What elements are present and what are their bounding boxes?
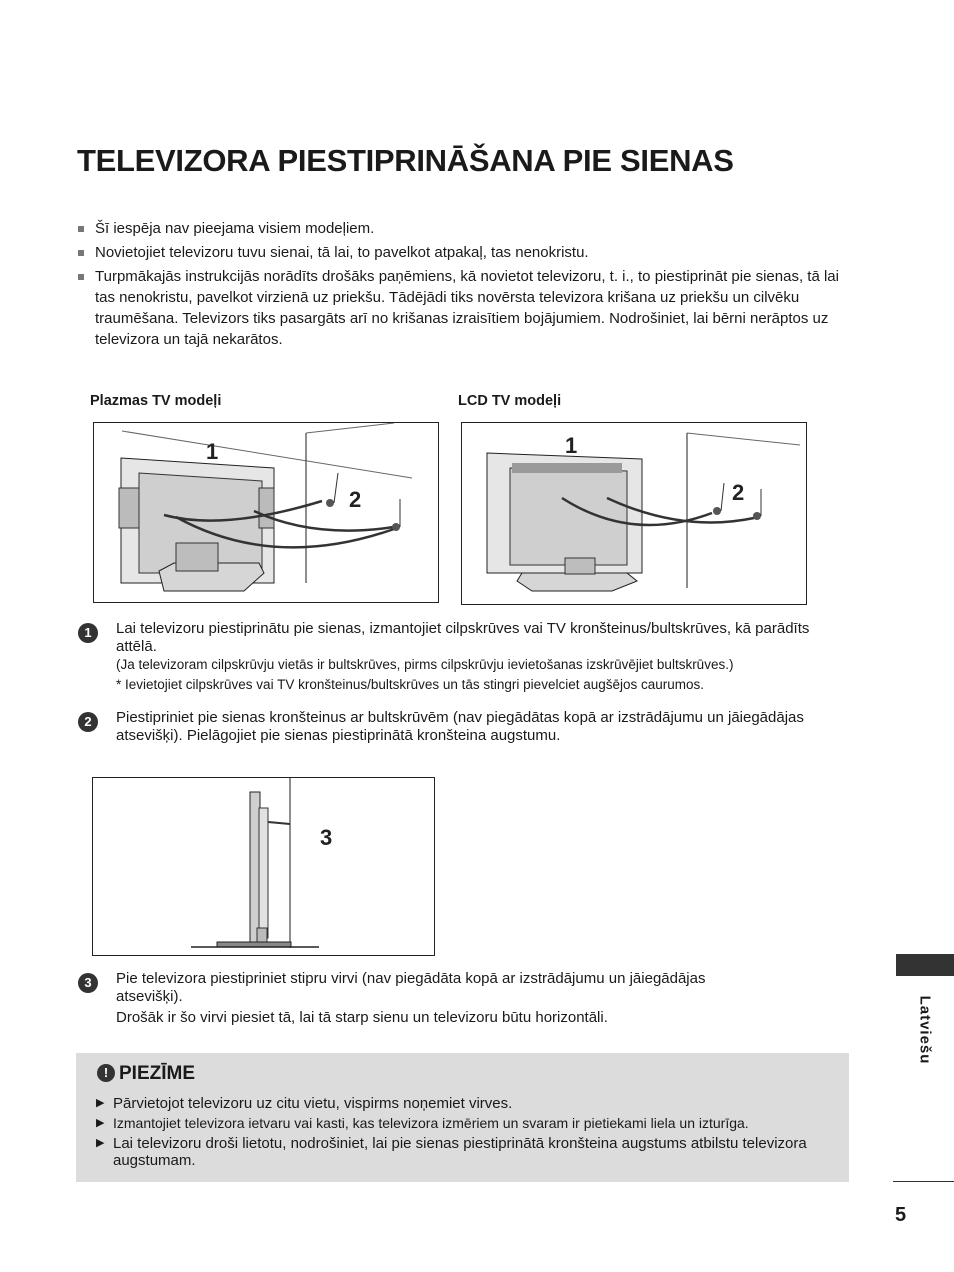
lcd-tv-illustration [461, 422, 807, 605]
intro-bullet-list [78, 218, 848, 353]
triangle-bullet-icon: ▶ [96, 1097, 105, 1109]
triangle-bullet-icon: ▶ [96, 1137, 105, 1149]
callout-2: 2 [349, 487, 362, 512]
step-text-secondary: Drošāk ir šo virvi piesiet tā, lai tā starp sienu un televizoru būtu horizontāli. [116, 1009, 608, 1026]
triangle-bullet-icon: ▶ [96, 1117, 105, 1129]
callout-1: 1 [565, 433, 578, 458]
exclamation-icon: ! [97, 1064, 115, 1082]
step-text: Lai televizoru piestiprinātu pie sienas, izmantojiet cilpskrūves vai TV kronšteinus/bultskrūves, kā parādīts attēlā. [116, 620, 810, 655]
callout-3: 3 [320, 825, 333, 850]
step-number-badge: 1 [78, 623, 98, 643]
callout-2: 2 [732, 480, 745, 505]
square-bullet-icon [78, 250, 84, 256]
bullet-item: Novietojiet televizoru tuvu sienai, tā lai, to pavelkot atpakaļ, tas nenokristu. [78, 242, 848, 263]
plasma-tv-illustration [93, 422, 439, 603]
side-view-drawing [93, 778, 434, 955]
callout-1: 1 [206, 439, 219, 464]
square-bullet-icon [78, 274, 84, 280]
note-list [96, 1095, 836, 1172]
page-title: TELEVIZORA PIESTIPRINĀŠANA PIE SIENAS [77, 143, 734, 178]
step-text: Pie televizora piestipriniet stipru virvi (nav piegādāta kopā ar izstrādājumu un jāiegādājas atsevišķi). [116, 970, 706, 1005]
lcd-figure-label: LCD TV modeļi [458, 393, 562, 409]
note-item: ▶ Izmantojiet televizora ietvaru vai kasti, kas televizora izmēriem un svaram ir pietiekami liela un izturīga. [96, 1115, 749, 1131]
step-number-badge: 2 [78, 712, 98, 732]
bullet-item: Šī iespēja nav pieejama visiem modeļiem. [78, 218, 848, 239]
note-box [76, 1053, 849, 1182]
note-title: PIEZĪME [119, 1063, 196, 1084]
step-number-badge: 3 [78, 973, 98, 993]
page-number: 5 [895, 1204, 907, 1226]
language-label: Latviešu [916, 995, 934, 1065]
side-view-illustration [92, 777, 435, 956]
lcd-tv-drawing [462, 423, 806, 604]
note-item: ▶ Lai televizoru droši lietotu, nodrošiniet, lai pie sienas piestiprinātā kronšteina augstums atbilstu televizora augstumam. [96, 1135, 807, 1169]
step-text: Piestipriniet pie sienas kronšteinus ar bultskrūvēm (nav piegādātas kopā ar izstrādājumu un jāiegādājas atsevišķi). Pielāgojiet pie sienas piestiprinātā kronšteina augstumu. [116, 709, 804, 744]
note-item: ▶ Pārvietojot televizoru uz citu vietu, vispirms noņemiet virves. [96, 1095, 513, 1112]
language-tab-marker [896, 954, 954, 976]
bullet-item: Turpmākajās instrukcijās norādīts drošāks paņēmiens, kā novietot televizoru, t. i., to piestiprināt pie sienas, tā lai tas nenokristu, pavelkot virzienā uz priekšu. Tādējādi tiks novērsta televizora krišana uz priekšu un cilvēku traumēšana. Televizors tiks pasargāts arī no krišanas izraisītiem bojājumiem. Nodrošiniet, lai bērni nerāptos uz televizora un tajā nekarātos. [78, 266, 848, 350]
step-subtext: (Ja televizoram cilpskrūvju vietās ir bultskrūves, pirms cilpskrūvju ievietošanas izskrūvējiet bultskrūves.) [116, 657, 734, 672]
page-number-rule [893, 1181, 954, 1182]
square-bullet-icon [78, 226, 84, 232]
step-footnote: * Ievietojiet cilpskrūves vai TV kronšteinus/bultskrūves un tās stingri pievelciet augšējos caurumos. [116, 677, 705, 692]
plasma-tv-drawing [94, 423, 438, 602]
plasma-figure-label: Plazmas TV modeļi [90, 393, 222, 409]
